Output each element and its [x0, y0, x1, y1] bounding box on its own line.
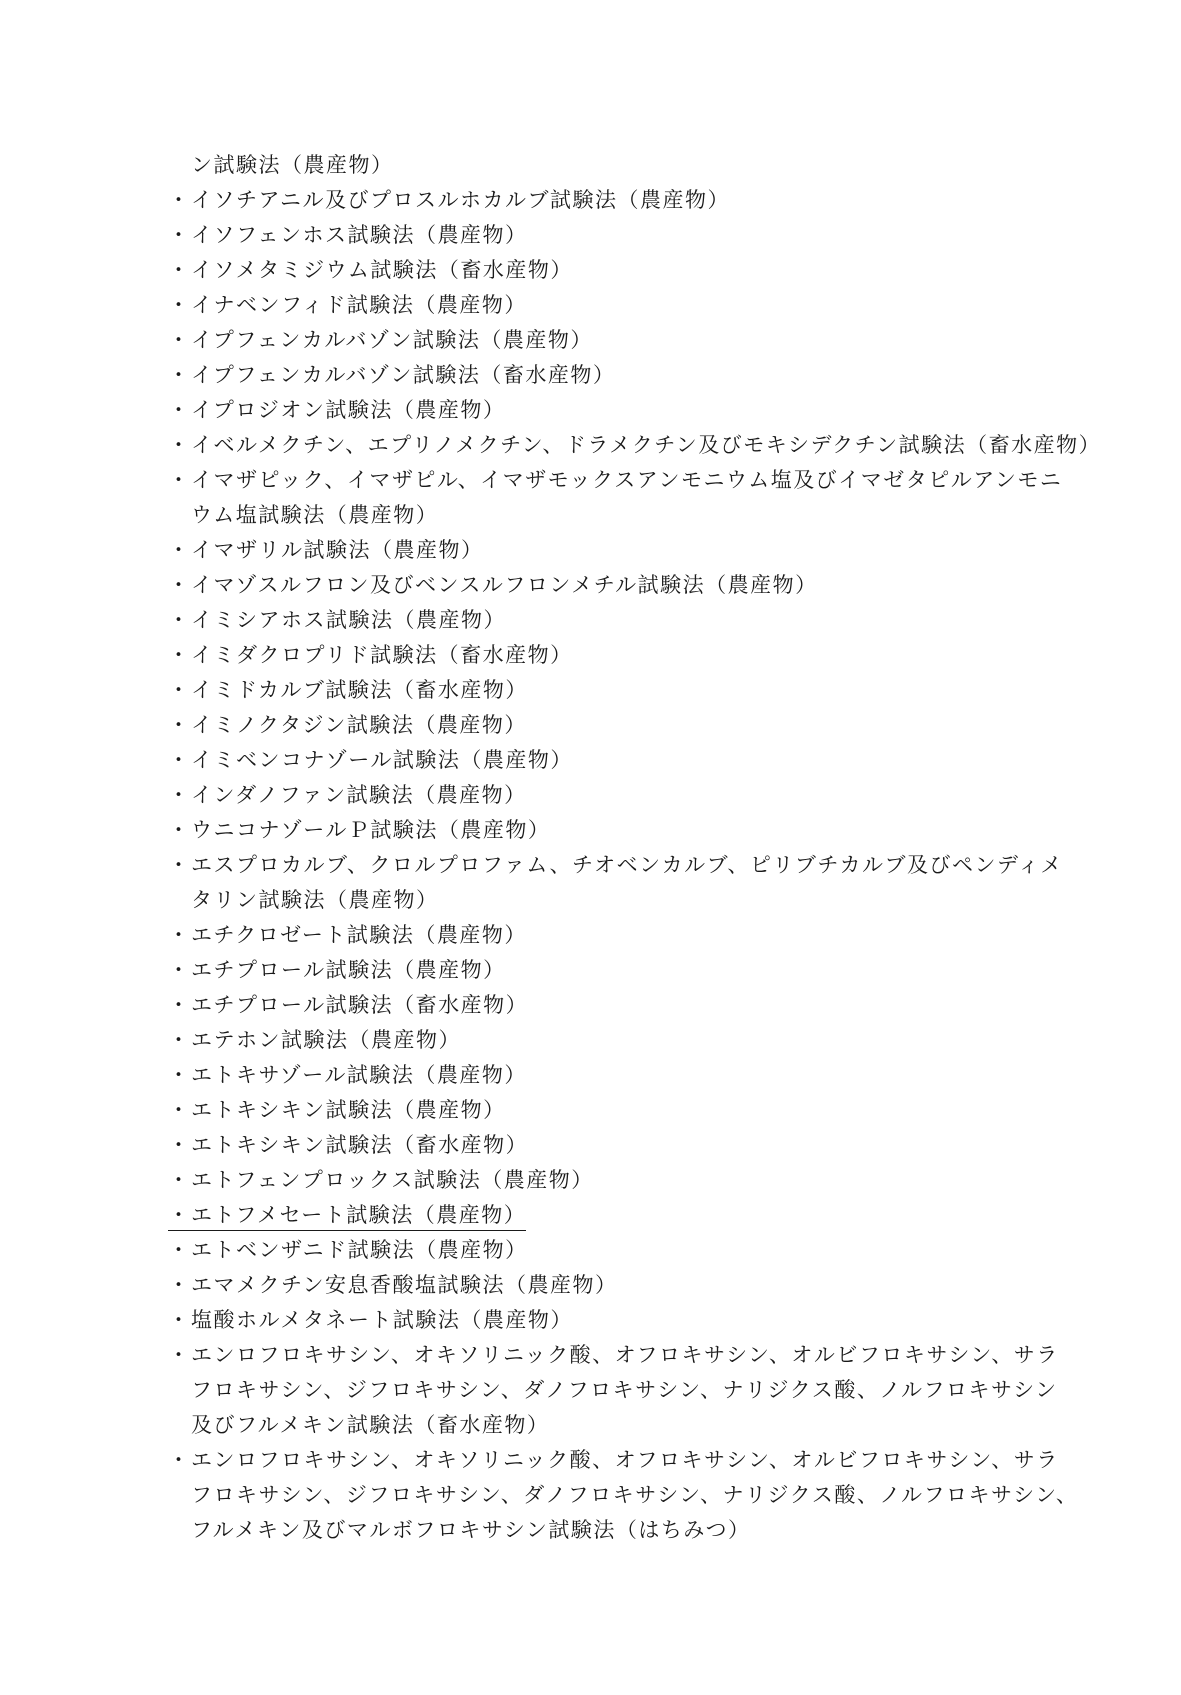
- bullet-mark: ・: [168, 748, 191, 772]
- list-item-text: イミシアホス試験法（農産物）: [191, 608, 506, 632]
- list-item-text: ン試験法（農産物）: [191, 153, 394, 177]
- list-item-text: エマメクチン安息香酸塩試験法（農産物）: [191, 1273, 618, 1297]
- list-item-text: エテホン試験法（農産物）: [191, 1028, 461, 1052]
- list-item-text: エンロフロキサシン、オキソリニック酸、オフロキサシン、オルビフロキサシン、サラ: [191, 1448, 1059, 1472]
- list-item-text: 塩酸ホルメタネート試験法（農産物）: [191, 1308, 573, 1332]
- bullet-mark: ・: [168, 853, 191, 877]
- list-item: [168, 708, 1038, 743]
- list-item-text: エチプロール試験法（農産物）: [191, 958, 506, 982]
- list-item: [168, 568, 1038, 603]
- bullet-mark: ・: [168, 1308, 191, 1332]
- bullet-mark: ・: [168, 188, 191, 212]
- list-item-text: イミドカルブ試験法（畜水産物）: [191, 678, 528, 702]
- list-item-text: イマザリル試験法（農産物）: [191, 538, 484, 562]
- list-item-text: イマゾスルフロン及びベンスルフロンメチル試験法（農産物）: [191, 573, 818, 597]
- bullet-mark: ・: [168, 1168, 191, 1192]
- bullet-mark: ・: [168, 1098, 191, 1122]
- list-item-text: イプフェンカルバゾン試験法（畜水産物）: [191, 363, 616, 387]
- bullet-mark: ・: [168, 1203, 191, 1227]
- list-item-text: イナベンフィド試験法（農産物）: [191, 293, 527, 317]
- bullet-mark: ・: [168, 958, 191, 982]
- bullet-mark: ・: [168, 573, 191, 597]
- list-item-text: イミノクタジン試験法（農産物）: [191, 713, 527, 737]
- list-item: [168, 358, 1038, 393]
- list-item-text: エトフメセート試験法（農産物）: [191, 1203, 527, 1227]
- list-item: [168, 673, 1038, 708]
- list-item-text: インダノファン試験法（農産物）: [191, 783, 527, 807]
- bullet-mark: ・: [168, 468, 191, 492]
- list-item-text: イソフェンホス試験法（農産物）: [191, 223, 528, 247]
- bullet-mark: ・: [168, 1448, 191, 1472]
- list-item: [168, 1233, 1038, 1268]
- list-item: [168, 1058, 1038, 1093]
- list-item: [168, 1163, 1038, 1198]
- list-item: [168, 218, 1038, 253]
- bullet-mark: ・: [168, 1133, 191, 1157]
- list-item: [168, 778, 1038, 813]
- list-item: [168, 183, 1038, 218]
- bullet-mark: ・: [168, 1343, 191, 1367]
- bullet-mark: ・: [168, 293, 191, 317]
- list-item: [168, 918, 1038, 953]
- list-item: [168, 1023, 1038, 1058]
- underlined-entry: [168, 1200, 526, 1231]
- bullet-mark: ・: [168, 783, 191, 807]
- bullet-mark: ・: [168, 1273, 191, 1297]
- bullet-mark: ・: [168, 608, 191, 632]
- list-item-text: エチクロゼート試験法（農産物）: [191, 923, 527, 947]
- list-item-text: フルメキン及びマルボフロキサシン試験法（はちみつ）: [191, 1518, 751, 1542]
- list-item-continuation: [168, 1478, 1079, 1513]
- bullet-mark: ・: [168, 1063, 191, 1087]
- list-item: [168, 603, 1038, 638]
- list-item: [168, 463, 1063, 498]
- list-item: [168, 1303, 1038, 1338]
- list-item: [168, 813, 1038, 848]
- list-item-text: 及びフルメキン試験法（畜水産物）: [191, 1413, 550, 1437]
- bullet-mark: ・: [168, 223, 191, 247]
- list-item: [168, 288, 1038, 323]
- list-item: [168, 848, 1063, 883]
- list-item-text: ウニコナゾールＰ試験法（農産物）: [191, 818, 551, 842]
- list-item-continuation: [168, 883, 1038, 918]
- bullet-mark: ・: [168, 713, 191, 737]
- list-item: [168, 393, 1038, 428]
- list-item-text: エスプロカルブ、クロルプロファム、チオベンカルブ、ピリブチカルブ及びペンディメ: [191, 853, 1063, 877]
- bullet-mark: ・: [168, 818, 191, 842]
- bullet-mark: ・: [168, 433, 191, 457]
- bullet-mark: ・: [168, 398, 191, 422]
- bullet-mark: ・: [168, 328, 191, 352]
- list-item: [168, 428, 1102, 463]
- list-item-text: エチプロール試験法（畜水産物）: [191, 993, 529, 1017]
- bullet-mark: ・: [168, 1238, 191, 1262]
- list-item-text: タリン試験法（農産物）: [191, 888, 439, 912]
- list-item: [168, 1338, 1059, 1373]
- list-item-text: イミダクロプリド試験法（畜水産物）: [191, 643, 573, 667]
- bullet-mark: ・: [168, 1028, 191, 1052]
- list-item-continuation: [168, 1513, 1038, 1548]
- list-item: [168, 638, 1038, 673]
- list-item-text: イプフェンカルバゾン試験法（農産物）: [191, 328, 593, 352]
- list-item-text: イベルメクチン、エプリノメクチン、ドラメクチン及びモキシデクチン試験法（畜水産物）: [191, 433, 1102, 457]
- bullet-mark: ・: [168, 923, 191, 947]
- list-item: [168, 1268, 1038, 1303]
- list-item-text: エトキサゾール試験法（農産物）: [191, 1063, 527, 1087]
- list-item-text: イソメタミジウム試験法（畜水産物）: [191, 258, 573, 282]
- list-item-text: イプロジオン試験法（農産物）: [191, 398, 506, 422]
- list-item-text: イソチアニル及びプロスルホカルブ試験法（農産物）: [191, 188, 730, 212]
- list-item: [168, 953, 1038, 988]
- list-item-continuation: [168, 148, 1038, 183]
- list-item-continuation: [168, 1373, 1058, 1408]
- list-item-text: エトベンザニド試験法（農産物）: [191, 1238, 528, 1262]
- list-item-text: エトフェンプロックス試験法（農産物）: [191, 1168, 594, 1192]
- bullet-mark: ・: [168, 363, 191, 387]
- bullet-mark: ・: [168, 538, 191, 562]
- list-item-text: フロキサシン、ジフロキサシン、ダノフロキサシン、ナリジクス酸、ノルフロキサシン、: [191, 1483, 1079, 1507]
- list-item-text: エンロフロキサシン、オキソリニック酸、オフロキサシン、オルビフロキサシン、サラ: [191, 1343, 1059, 1367]
- list-item-continuation: [168, 498, 1038, 533]
- list-item-text: ウム塩試験法（農産物）: [191, 503, 439, 527]
- list-item-continuation: [168, 1408, 1038, 1443]
- list-item-text: イマザピック、イマザピル、イマザモックスアンモニウム塩及びイマゼタピルアンモニ: [191, 468, 1063, 492]
- bullet-mark: ・: [168, 993, 191, 1017]
- list-item: [168, 1198, 1038, 1233]
- list-item: [168, 1128, 1038, 1163]
- bullet-mark: ・: [168, 678, 191, 702]
- list-item-text: エトキシキン試験法（農産物）: [191, 1098, 506, 1122]
- list-item: [168, 743, 1038, 778]
- test-method-list: [168, 148, 1102, 1548]
- list-item-text: フロキサシン、ジフロキサシン、ダノフロキサシン、ナリジクス酸、ノルフロキサシン: [191, 1378, 1058, 1402]
- list-item: [168, 533, 1038, 568]
- list-item: [168, 1093, 1038, 1128]
- list-item: [168, 323, 1038, 358]
- list-item: [168, 253, 1038, 288]
- bullet-mark: ・: [168, 258, 191, 282]
- list-item: [168, 988, 1038, 1023]
- list-item-text: エトキシキン試験法（畜水産物）: [191, 1133, 529, 1157]
- bullet-mark: ・: [168, 643, 191, 667]
- list-item-text: イミベンコナゾール試験法（農産物）: [191, 748, 573, 772]
- list-item: [168, 1443, 1059, 1478]
